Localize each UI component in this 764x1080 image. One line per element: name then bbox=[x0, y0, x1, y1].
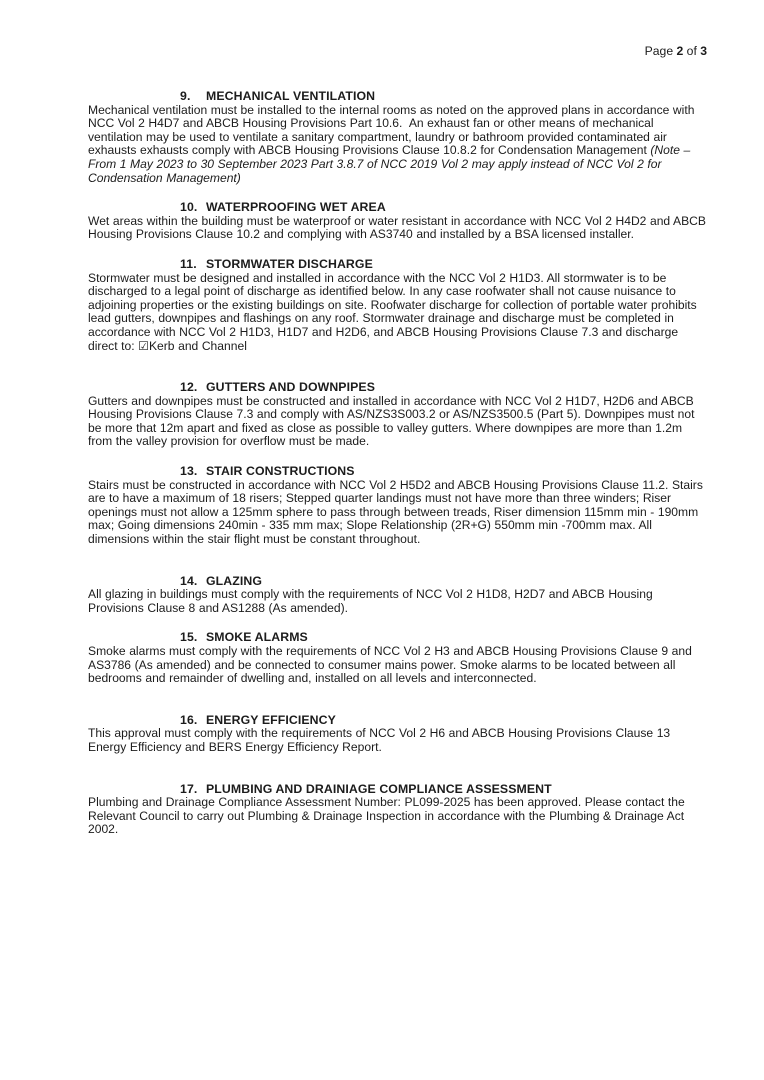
section-title: PLUMBING AND DRAINIAGE COMPLIANCE ASSESSMENT bbox=[206, 781, 552, 796]
body-text-run: All glazing in buildings must comply with the requirements of NCC Vol 2 H1D8, H2D7 and ABCB Housing Provisions Clause 8 and AS1288 (As amended). bbox=[88, 587, 657, 615]
document-section bbox=[88, 783, 706, 837]
section-body bbox=[88, 727, 706, 754]
section-heading bbox=[88, 714, 706, 728]
section-body bbox=[88, 479, 706, 547]
section-heading bbox=[88, 575, 706, 589]
document-section bbox=[88, 714, 706, 755]
document-section bbox=[88, 465, 706, 547]
section-title: MECHANICAL VENTILATION bbox=[206, 89, 376, 103]
section-body bbox=[88, 588, 706, 615]
section-title: GUTTERS AND DOWNPIPES bbox=[206, 380, 376, 395]
body-text-run: Smoke alarms must comply with the requirements of NCC Vol 2 H3 and ABCB Housing Provisions Clause 9 and AS3786 (As amended) and be connected to consumer mains power. Smoke alarms to be located between all bedrooms and remainder of dwelling and, installed on all levels and interconnected. bbox=[88, 644, 695, 686]
section-body bbox=[88, 395, 706, 449]
section-number: 14. bbox=[180, 573, 198, 588]
document-section bbox=[88, 381, 706, 449]
section-heading bbox=[88, 783, 706, 797]
section-body bbox=[88, 104, 706, 186]
document-section bbox=[88, 575, 706, 616]
section-title: STAIR CONSTRUCTIONS bbox=[206, 464, 355, 479]
section-number: 15. bbox=[180, 630, 198, 645]
section-heading bbox=[88, 90, 706, 104]
section-body bbox=[88, 213, 710, 242]
section-title: ENERGY EFFICIENCY bbox=[206, 712, 336, 727]
body-text-run: Kerb and Channel bbox=[148, 338, 247, 353]
section-number: 17. bbox=[180, 781, 198, 796]
section-number: 11. bbox=[180, 256, 197, 271]
page-number-text: 2 bbox=[676, 44, 684, 58]
body-text-run: (Note – From 1 May 2023 to 30 September 2023 Part 3.8.7 of NCC 2019 Vol 2 may apply instead of NCC Vol 2 for Condensation Management) bbox=[88, 143, 694, 185]
section-title: WATERPROOFING WET AREA bbox=[206, 200, 386, 215]
body-text-run: Stormwater must be designed and installed in accordance with the NCC Vol 2 H1D3. All stormwater is to be discharged to a legal point of discharge as identified below. In any case roofwater shall not cause nuisance to adjoining properties or the existing buildings on site. Roofwater discharge for collection of portable water prohibits lead gutters, downpipes and flashings on any roof. Stormwater drainage and discharge must be completed in accordance with NCC Vol 2 H1D3, H1D7 and H2D6, and ABCB Housing Provisions Clause 7.3 and discharge direct to: bbox=[88, 270, 701, 353]
section-heading bbox=[88, 631, 706, 645]
section-title: STORMWATER DISCHARGE bbox=[206, 256, 373, 271]
document-section bbox=[88, 200, 710, 242]
section-number: 9. bbox=[180, 89, 191, 103]
section-heading bbox=[88, 381, 706, 395]
page-number-text: 3 bbox=[700, 44, 707, 58]
body-text-run: Wet areas within the building must be waterproof or water resistant in accordance with NCC Vol 2 H4D2 and ABCB Housing Provisions Clause 10.2 and complying with AS3740 and installed by a BSA licensed installer. bbox=[88, 213, 710, 242]
section-body bbox=[88, 645, 706, 686]
section-number: 10. bbox=[180, 200, 198, 215]
section-title: GLAZING bbox=[206, 573, 263, 588]
section-number: 13. bbox=[180, 464, 198, 479]
checked-checkbox-icon: ☑ bbox=[138, 338, 149, 353]
body-text-run: Gutters and downpipes must be constructed and installed in accordance with NCC Vol 2 H1D7, H2D6 and ABCB Housing Provisions Clause 7.3 and comply with AS/NZS3S003.2 or AS/NZS3500.5 (Part 5). Downpipes must not be more that 12m apart and fixed as close as possible to valley gutters. Where downpipes are more than 1.2m from the valley provision for overflow must be made. bbox=[88, 393, 699, 449]
body-text-run: Plumbing and Drainage Compliance Assessment Number: PL099-2025 has been approved. Please contact the Relevant Council to carry out Plumbing & Drainage Inspection in accordance with the Plumbing & Drainage Act 2002. bbox=[88, 795, 689, 837]
document-section bbox=[88, 258, 706, 353]
section-body bbox=[88, 272, 706, 354]
document-content bbox=[88, 89, 710, 837]
document-section bbox=[88, 631, 706, 685]
document-section bbox=[88, 90, 706, 185]
section-heading bbox=[88, 258, 706, 272]
section-number: 16. bbox=[180, 712, 198, 727]
section-title: SMOKE ALARMS bbox=[206, 630, 308, 645]
section-heading bbox=[88, 201, 706, 215]
body-text-run: Stairs must be constructed in accordance with NCC Vol 2 H5D2 and ABCB Housing Provisions Clause 11.2. Stairs are to have a maximum of 18 risers; Stepped quarter landings must not have more than three winders; Riser openings must not allow a 125mm sphere to pass through between treads, Riser dimension 115mm min - 190mm max; Going dimensions 240min - 335 mm max; Slope Relationship (2R+G) 550mm min -700mm max. All dimensions within the stair flight must be constant throughout. bbox=[88, 477, 707, 547]
section-number: 12. bbox=[180, 380, 198, 395]
section-heading bbox=[88, 465, 706, 479]
body-text-run: Mechanical ventilation must be installed to the internal rooms as noted on the approved plans in accordance with NCC Vol 2 H4D7 and ABCB Housing Provisions Part 10.6. An exhaust fan or other means of mechanical ventilation may be used to ventilate a sanitary compartment, laundry or bathroom provided contaminated air exhausts exhausts comply with ABCB Housing Provisions Clause 10.8.2 for Condensation Management bbox=[88, 102, 698, 158]
page-number-text: of bbox=[683, 44, 701, 58]
page-number bbox=[645, 44, 707, 58]
page-number-text: Page bbox=[644, 44, 677, 58]
body-text-run: This approval must comply with the requirements of NCC Vol 2 H6 and ABCB Housing Provisions Clause 13 Energy Efficiency and BERS Energy Efficiency Report. bbox=[88, 726, 678, 754]
section-body bbox=[88, 796, 706, 837]
